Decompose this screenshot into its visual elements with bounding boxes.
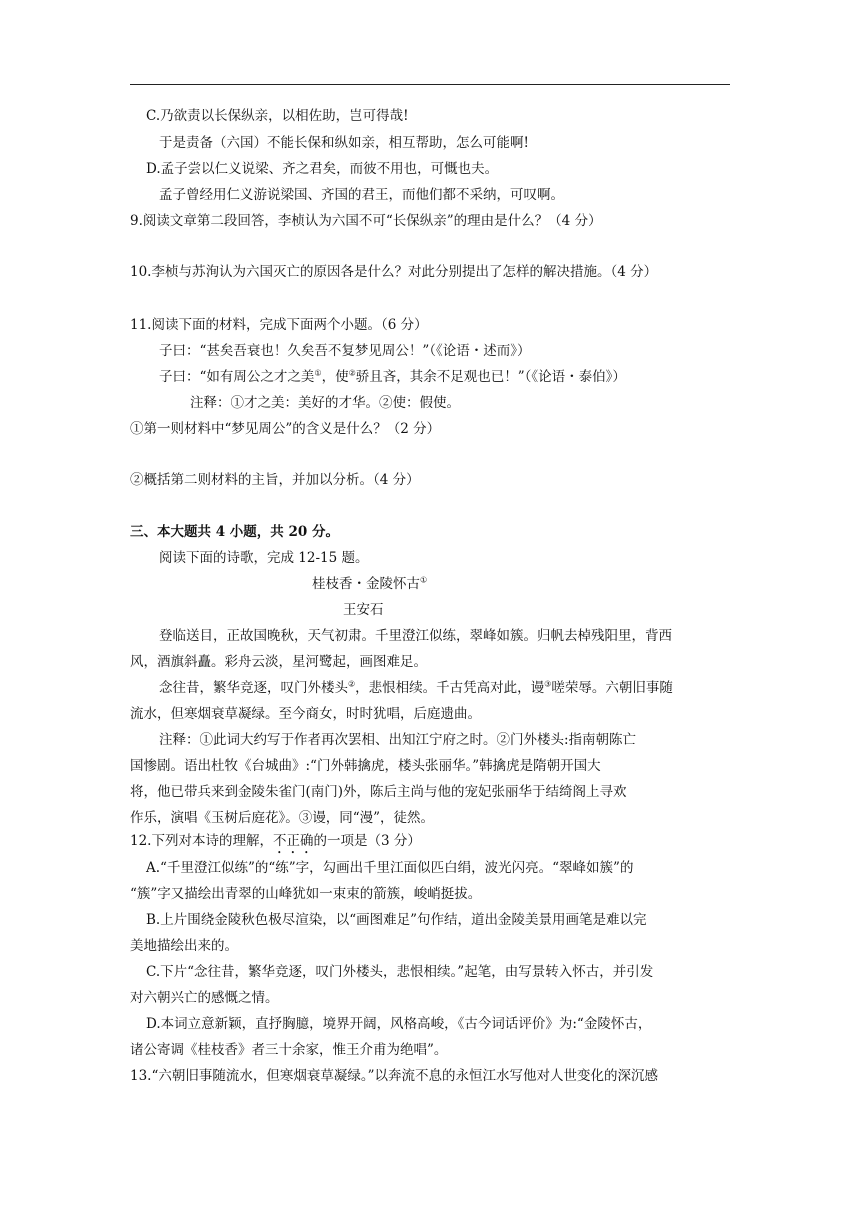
question-11-note: 注释：①才之美：美好的才华。②使：假使。 (190, 395, 460, 411)
q8-option-d: D.孟子尝以仁义说梁、齐之君矣，而彼不用也，可慨也夫。 (146, 161, 499, 177)
question-11-title: 11.阅读下面的材料，完成下面两个小题。（6 分） (130, 317, 428, 333)
question-12-option-a-line-1: A.“千里澄江似练”的“练”字，勾画出千里江面似匹白绢，波光闪亮。“翠峰如簇”的 (146, 860, 634, 876)
poem-note-line-1: 注释：①此词大约写于作者再次罢相、出知江宁府之时。②门外楼头:指南朝陈亡 (159, 732, 637, 748)
question-12-option-a-line-2: “簇”字又描绘出青翠的山峰犹如一束束的箭簇，峻峭挺拔。 (130, 886, 482, 902)
question-11-quote-1: 子曰：“甚矣吾衰也！久矣吾不复梦见周公！”（《论语・述而》） (159, 343, 531, 359)
question-11-quote-2: 子曰：“如有周公之才之美①，使②骄且吝，其余不足观也已！”（《论语・泰伯》） (159, 368, 626, 385)
poem-note-line-4: 作乐，演唱《玉树后庭花》。③谩，同“漫”，徒然。 (130, 810, 435, 826)
q8-option-c-translation: 于是责备（六国）不能长保和纵如亲，相互帮助，怎么可能啊! (159, 135, 529, 151)
question-10: 10.李桢与苏洵认为六国灭亡的原因各是什么？对此分别提出了怎样的解决措施。（4 分） (130, 264, 658, 280)
question-12-option-c-line-2: 对六朝兴亡的感慨之情。 (130, 990, 279, 1006)
poem-stanza-1-line-2: 风，酒旗斜矗。彩舟云淡，星河鹭起，画图难足。 (130, 654, 427, 670)
header-rule (130, 84, 730, 85)
poem-author: 王安石 (343, 602, 384, 618)
question-11-sub-1: ①第一则材料中“梦见周公”的含义是什么？（2 分） (130, 421, 441, 437)
poem-stanza-2-line-1: 念往昔，繁华竞逐，叹门外楼头②，悲恨相续。千古凭高对此，谩③嗟荣辱。六朝旧事随 (159, 679, 673, 696)
section-3-intro: 阅读下面的诗歌，完成 12-15 题。 (159, 550, 369, 566)
question-9: 9.阅读文章第二段回答，李桢认为六国不可“长保纵亲”的理由是什么？（4 分） (130, 213, 602, 229)
poem-note-line-3: 将，他已带兵来到金陵朱雀门(南门)外，陈后主尚与他的宠妃张丽华于结绮阁上寻欢 (130, 784, 627, 800)
poem-stanza-1-line-1: 登临送目，正故国晚秋，天气初肃。千里澄江似练，翠峰如簇。归帆去棹残阳里，背西 (159, 628, 672, 644)
section-3-heading: 三、本大题共 4 小题，共 20 分。 (130, 524, 339, 540)
poem-note-line-2: 国惨剧。语出杜牧《台城曲》:“门外韩擒虎，楼头张丽华。”韩擒虎是隋朝开国大 (130, 758, 601, 774)
q8-option-d-translation: 孟子曾经用仁义游说梁国、齐国的君王，而他们都不采纳，可叹啊。 (159, 187, 564, 203)
question-12-option-c-line-1: C.下片“念往昔，繁华竞逐，叹门外楼头，悲恨相续。”起笔，由写景转入怀古，并引发 (146, 964, 654, 980)
poem-stanza-2-line-2: 流水，但寒烟衰草凝绿。至今商女，时时犹唱，后庭遗曲。 (130, 706, 481, 722)
question-12-option-b-line-2: 美地描绘出来的。 (130, 938, 238, 954)
question-13: 13.“六朝旧事随流水，但寒烟衰草凝绿。”以奔流不息的永恒江水写他对人世变化的深沉感 (130, 1068, 659, 1084)
question-11-sub-2: ②概括第二则材料的主旨，并加以分析。（4 分） (130, 472, 420, 488)
poem-title: 桂枝香・金陵怀古① (312, 575, 428, 592)
question-12-option-d-line-2: 诸公寄调《桂枝香》者三十余家，惟王介甫为绝唱”。 (130, 1042, 448, 1058)
question-12-option-b-line-1: B.上片围绕金陵秋色极尽渲染，以“画图难足”句作结，道出金陵美景用画笔是难以完 (146, 912, 647, 928)
q8-option-c: C.乃欲责以长保纵亲，以相佐助，岂可得哉! (146, 108, 409, 124)
question-12-option-d-line-1: D.本词立意新颖，直抒胸臆，境界开阔，风格高峻，《古今词话评价》为:“金陵怀古， (146, 1016, 652, 1032)
question-12-stem: 12.下列对本诗的理解，不正确的一项是（3 分） (130, 833, 421, 849)
